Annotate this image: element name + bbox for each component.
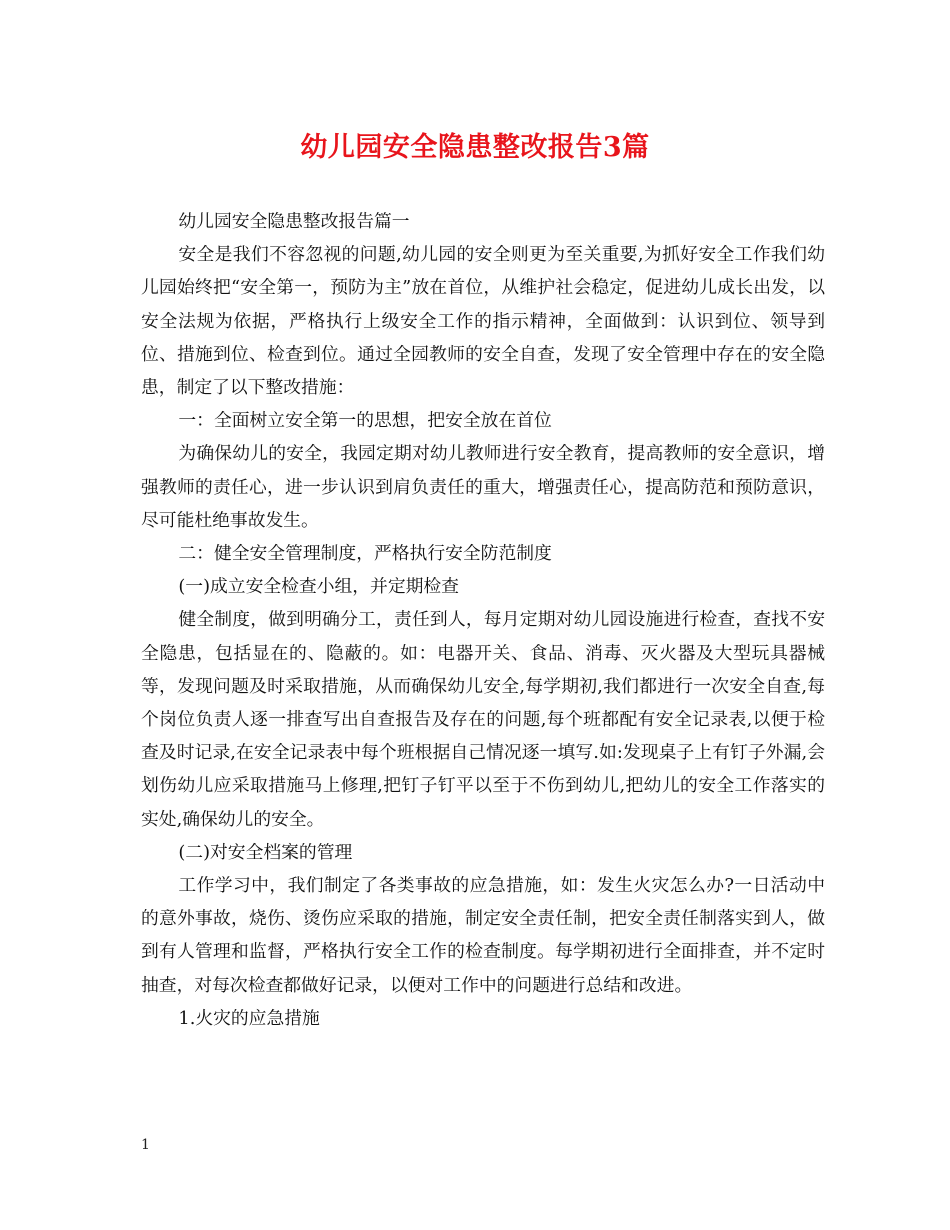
body-paragraph: 安全是我们不容忽视的问题,幼儿园的安全则更为至关重要,为抓好安全工作我们幼儿园始终把“安全第一，预防为主”放在首位，从维护社会稳定，促进幼儿成长出发，以安全法规为依据，严格执行上级安全工作的指示精神，全面做到：认识到位、领导到位、措施到位、检查到位。通过全园教师的安全自查，发现了安全管理中存在的安全隐患，制定了以下整改措施： [141, 244, 825, 399]
subsection-heading: (一)成立安全检查小组，并定期检查 [178, 576, 459, 598]
section-heading: 二：健全安全管理制度，严格执行安全防范制度 [178, 543, 552, 565]
subsection-heading: 1.火灾的应急措施 [178, 1007, 320, 1029]
body-paragraph: 健全制度，做到明确分工，责任到人，每月定期对幼儿园设施进行检查，查找不安全隐患，包括显在的、隐蔽的。如：电器开关、食品、消毒、灭火器及大型玩具器械等，发现问题及时采取措施，从而确保幼儿安全,每学期初,我们都进行一次安全自查,每个岗位负责人逐一排查写出自查报告及存在的问题,每个班都配有安全记录表,以便于检查及时记录,在安全记录表中每个班根据自己情况逐一填写.如:发现桌子上有钉子外漏,会划伤幼儿应采取措施马上修理,把钉子钉平以至于不伤到幼儿,把幼儿的安全工作落实的实处,确保幼儿的安全。 [141, 609, 825, 830]
document-body [141, 205, 825, 1035]
section-heading: 一：全面树立安全第一的思想，把安全放在首位 [178, 410, 552, 432]
page-number: 1 [141, 1137, 150, 1153]
section-heading: 幼儿园安全隐患整改报告篇一 [178, 211, 410, 232]
body-paragraph: 工作学习中，我们制定了各类事故的应急措施，如：发生火灾怎么办?一日活动中的意外事故，烧伤、烫伤应采取的措施，制定安全责任制，把安全责任制落实到人，做到有人管理和监督，严格执行安全工作的检查制度。每学期初进行全面排查，并不定时抽查，对每次检查都做好记录，以便对工作中的问题进行总结和改进。 [141, 875, 825, 996]
body-paragraph: 为确保幼儿的安全，我园定期对幼儿教师进行安全教育，提高教师的安全意识，增强教师的责任心，进一步认识到肩负责任的重大，增强责任心，提高防范和预防意识，尽可能杜绝事故发生。 [141, 443, 825, 531]
document-title: 幼儿园安全隐患整改报告3篇 [300, 132, 650, 163]
subsection-heading: (二)对安全档案的管理 [178, 841, 353, 863]
